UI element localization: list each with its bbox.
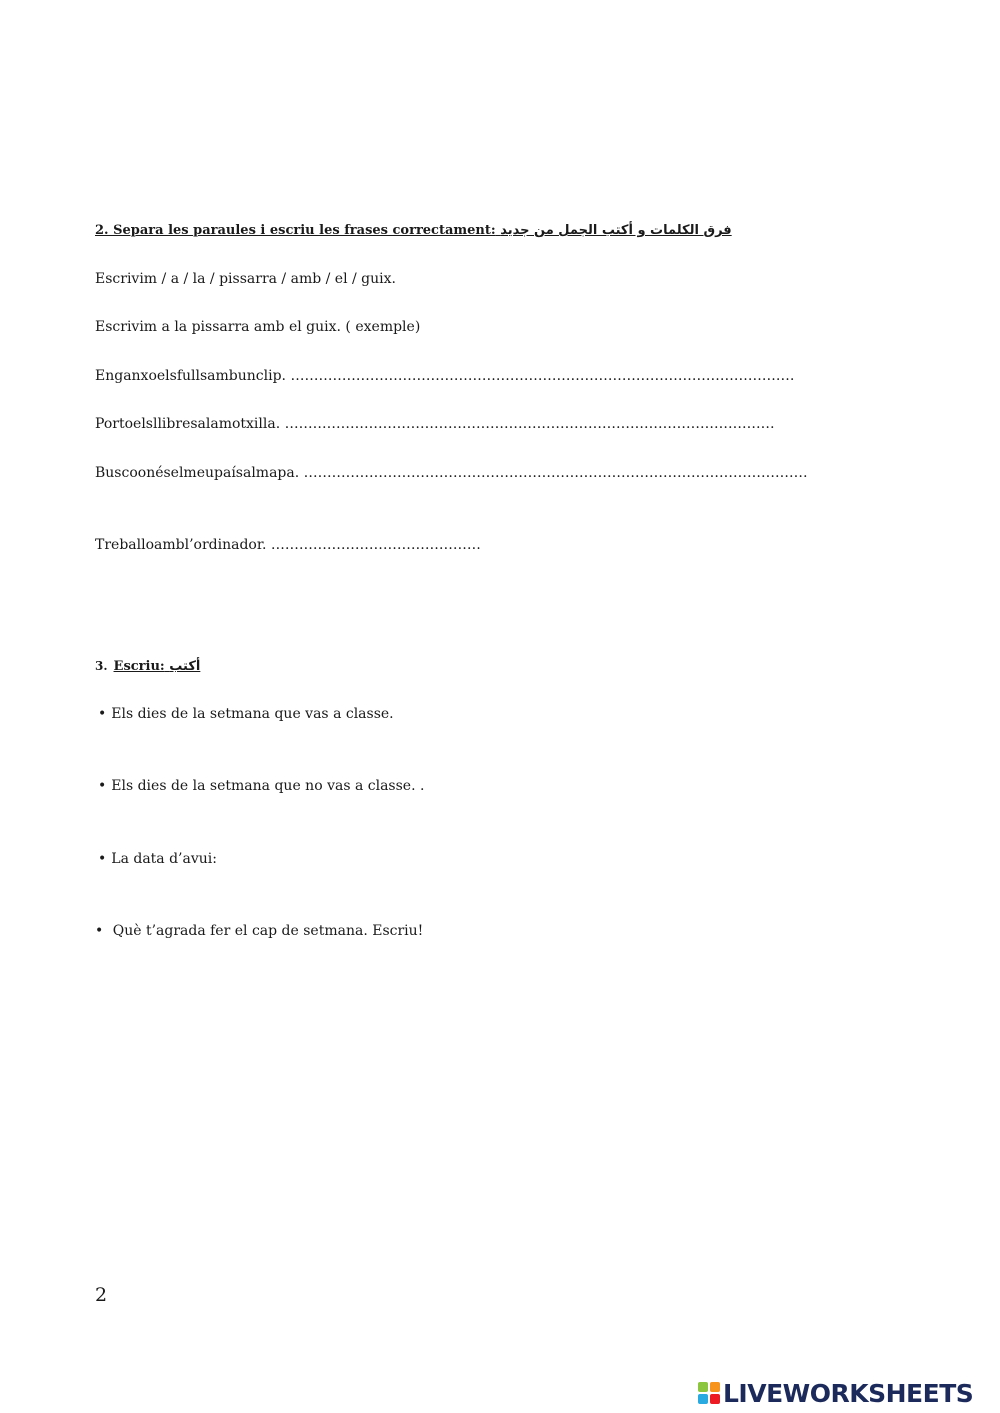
scrambled-sentence-1[interactable]: Enganxoelsfullsambunclip. ………………………………………………………………………………………………	[95, 368, 795, 384]
page-number: 2	[95, 1284, 108, 1306]
bullet-icon: •	[98, 706, 107, 722]
scrambled-sentence-2[interactable]: Portoelsllibresalamotxilla. ……………………………………………………………………………………………	[95, 416, 775, 432]
bullet-icon: •	[95, 923, 104, 939]
exercise-3-heading	[95, 658, 200, 674]
writing-prompt-4	[95, 923, 423, 939]
writing-prompt-text: Els dies de la setmana que vas a classe.	[111, 706, 394, 722]
exercise-3-title	[114, 659, 201, 674]
liveworksheets-brand	[698, 1377, 973, 1409]
example-scrambled-sentence: Escrivim / a / la / pissarra / amb / el / guix.	[95, 271, 396, 287]
logo-square-red	[710, 1394, 720, 1404]
brand-name: LIVEWORKSHEETS	[723, 1378, 974, 1408]
example-answer-sentence: Escrivim a la pissarra amb el guix. ( exemple)	[95, 319, 421, 335]
liveworksheets-logo-icon	[698, 1382, 720, 1404]
bullet-icon: •	[98, 778, 107, 794]
writing-prompt-2	[98, 778, 424, 794]
writing-prompt-3	[98, 851, 217, 867]
exercise-2-title-arabic: فرق الكلمات و أكتب الجمل من جديد	[500, 223, 732, 238]
logo-square-blue	[698, 1394, 708, 1404]
logo-square-green	[698, 1382, 708, 1392]
writing-prompt-text: Els dies de la setmana que no vas a classe. .	[111, 778, 425, 794]
exercise-2-title: 2. Separa les paraules i escriu les frases correctament:	[95, 223, 496, 238]
bullet-icon: •	[98, 851, 107, 867]
logo-square-orange	[710, 1382, 720, 1392]
scrambled-sentence-3[interactable]: Buscoonéselmeupaísalmapa. ………………………………………………………………………………………………	[95, 465, 808, 481]
exercise-2-heading	[95, 223, 732, 238]
exercise-3-number: 3.	[95, 659, 108, 673]
scrambled-sentence-4[interactable]: Treballoambl’ordinador. ………………………………………	[95, 537, 481, 553]
writing-prompt-text: La data d’avui:	[111, 851, 217, 867]
writing-prompt-text: Què t’agrada fer el cap de setmana. Escriu!	[108, 923, 424, 939]
writing-prompt-1	[98, 706, 394, 722]
exercise-3-title-arabic: أكتب	[169, 659, 201, 674]
exercise-3-title-latin: Escriu:	[113, 659, 165, 674]
